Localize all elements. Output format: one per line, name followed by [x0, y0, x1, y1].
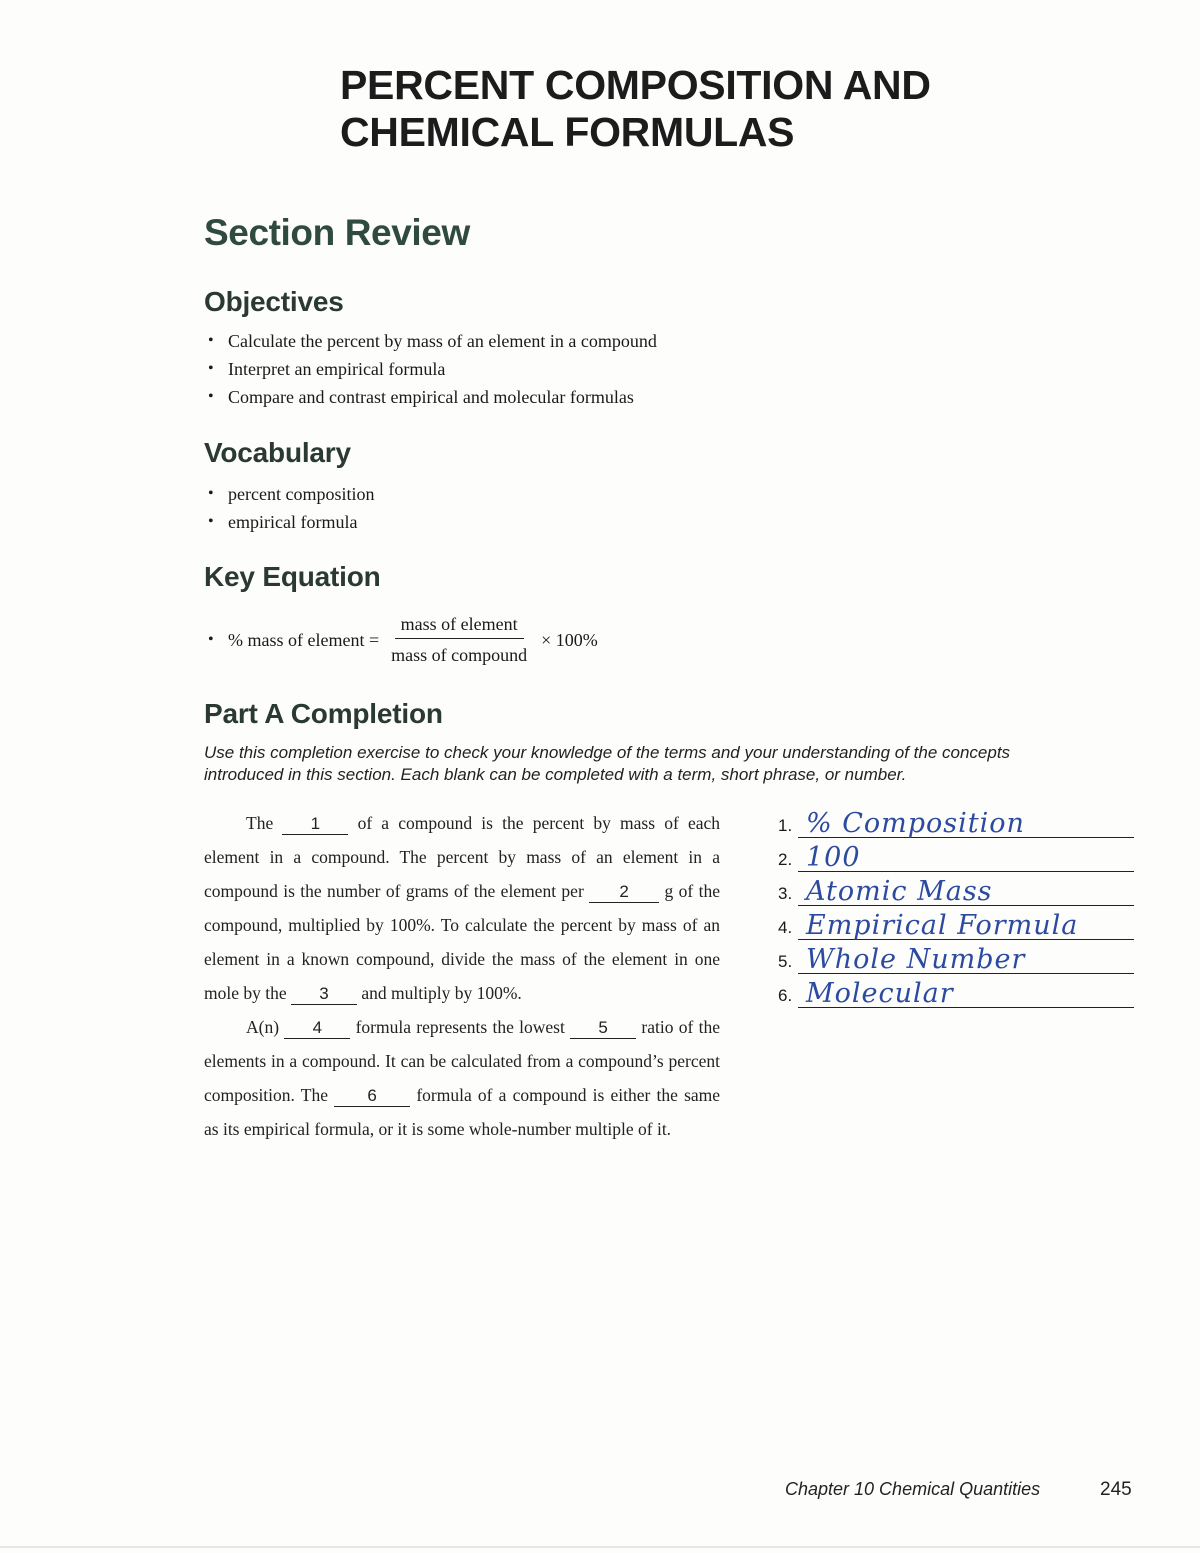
blank-6: 6 — [334, 1086, 410, 1107]
blank-4: 4 — [284, 1018, 350, 1039]
equation-numerator: mass of element — [395, 614, 524, 639]
answer-handwriting: Molecular — [806, 978, 954, 1009]
title-line-2: CHEMICAL FORMULAS — [340, 109, 795, 155]
objective-item: • Compare and contrast empirical and molecular formulas — [204, 383, 657, 411]
blank-2: 2 — [589, 882, 659, 903]
answer-field-3[interactable] — [798, 873, 1134, 906]
answer-row[interactable] — [778, 906, 1134, 940]
part-a-heading: Part A Completion — [204, 698, 443, 729]
scan-edge-divider — [0, 1546, 1200, 1548]
passage-text: The — [246, 813, 274, 833]
answer-number: 1. — [778, 816, 793, 835]
answer-number: 5. — [778, 952, 793, 971]
objective-item: • Calculate the percent by mass of an element in a compound — [204, 327, 657, 355]
answer-field-5[interactable] — [798, 941, 1134, 974]
objective-item: • Interpret an empirical formula — [204, 355, 657, 383]
blank-1: 1 — [282, 814, 348, 835]
answer-row[interactable] — [778, 940, 1134, 974]
answer-number: 4. — [778, 918, 793, 937]
answer-row[interactable] — [778, 804, 1134, 838]
answer-column — [778, 804, 1134, 1008]
answer-handwriting: Empirical Formula — [806, 910, 1079, 941]
answer-handwriting: Whole Number — [806, 944, 1026, 975]
vocabulary-item: • percent composition — [204, 480, 374, 508]
equation-fraction — [385, 614, 533, 666]
answer-number: 3. — [778, 884, 793, 903]
blank-5: 5 — [570, 1018, 636, 1039]
passage-text: A(n) — [246, 1017, 280, 1037]
objectives-list — [204, 327, 657, 411]
section-title: Section Review — [204, 212, 470, 253]
equation-rhs: × 100% — [541, 629, 598, 650]
vocabulary-heading: Vocabulary — [204, 437, 351, 468]
key-equation-heading: Key Equation — [204, 561, 381, 592]
blank-3: 3 — [291, 984, 357, 1005]
passage-paragraph-1 — [204, 806, 720, 1010]
vocabulary-item: • empirical formula — [204, 508, 374, 536]
answer-field-1[interactable] — [798, 805, 1134, 838]
passage-text: ratio of the elements in a compound. It can be calculated from a compound’s percent composition. The — [204, 1017, 721, 1105]
answer-handwriting: Atomic Mass — [806, 876, 993, 907]
answer-row[interactable] — [778, 872, 1134, 906]
title-line-1: PERCENT COMPOSITION AND — [340, 62, 931, 108]
page-number: 245 — [1100, 1479, 1132, 1500]
answer-field-4[interactable] — [798, 907, 1134, 940]
page-title — [340, 62, 1100, 156]
objectives-heading: Objectives — [204, 286, 344, 317]
passage-paragraph-2 — [204, 1010, 720, 1146]
passage-text: g of the compound, multiplied by 100%. To calculate the percent by mass of an element in a known compound, divide the mass of the element in one mole by the — [204, 881, 720, 1003]
answer-field-2[interactable] — [798, 839, 1134, 872]
passage-text: and multiply by 100%. — [361, 983, 522, 1003]
completion-passage — [204, 806, 720, 1146]
answer-handwriting: % Composition — [806, 808, 1025, 839]
answer-field-6[interactable] — [798, 975, 1134, 1008]
answer-handwriting: 100 — [806, 842, 861, 873]
passage-text: of a compound is the percent by mass of each element in a compound. The percent by mass of an element in a compound is the number of grams of the element per — [204, 813, 720, 901]
part-a-instructions: Use this completion exercise to check your knowledge of the terms and your understanding of the concepts introduced in this section. Each blank can be completed with a term, short phrase, or number. — [204, 743, 1011, 784]
answer-row[interactable] — [778, 974, 1134, 1008]
passage-text: formula represents the lowest — [355, 1017, 565, 1037]
passage-text: formula of a compound is either the same as its empirical formula, or it is some whole-number multiple of it. — [204, 1085, 721, 1139]
equation-denominator: mass of compound — [391, 645, 528, 665]
answer-row[interactable] — [778, 838, 1134, 872]
footer-chapter: Chapter 10 Chemical Quantities — [785, 1479, 1041, 1499]
equation-lhs: % mass of element = — [228, 629, 380, 650]
key-equation — [204, 612, 598, 668]
vocabulary-list — [204, 480, 374, 536]
answer-number: 6. — [778, 986, 793, 1005]
answer-number: 2. — [778, 850, 793, 869]
bullet-icon: • — [208, 631, 214, 648]
